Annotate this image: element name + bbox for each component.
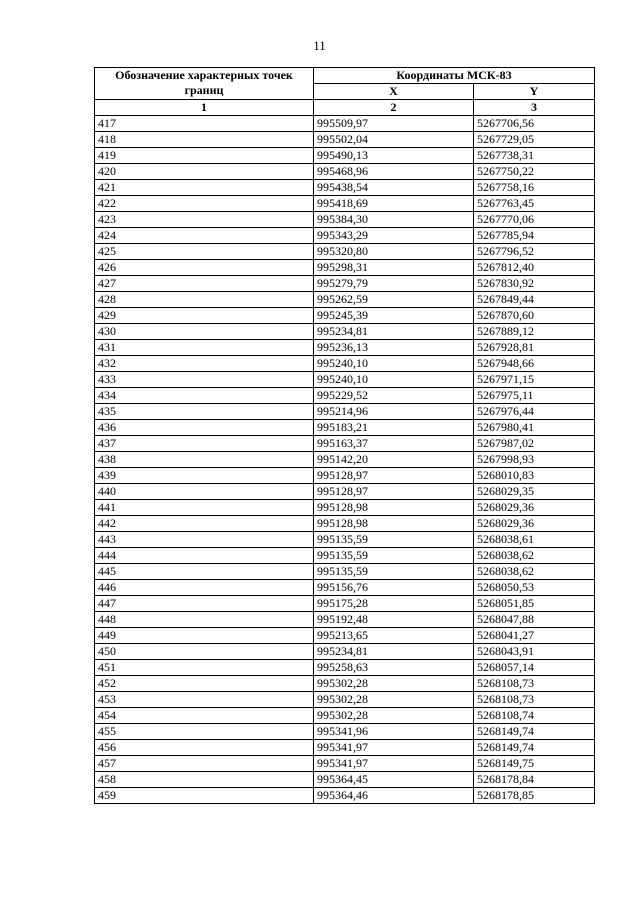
cell-y: 5268149,74 xyxy=(474,724,595,740)
table-row xyxy=(95,740,595,756)
cell-y: 5267770,06 xyxy=(474,212,595,228)
cell-point-id: 444 xyxy=(95,548,314,564)
table-body xyxy=(95,116,595,804)
table-row xyxy=(95,708,595,724)
cell-point-id: 452 xyxy=(95,676,314,692)
table-row xyxy=(95,788,595,804)
table-row xyxy=(95,388,595,404)
cell-point-id: 459 xyxy=(95,788,314,804)
table-row xyxy=(95,468,595,484)
cell-x: 995213,65 xyxy=(314,628,474,644)
cell-y: 5267971,15 xyxy=(474,372,595,388)
table-row xyxy=(95,196,595,212)
table-row xyxy=(95,612,595,628)
cell-point-id: 439 xyxy=(95,468,314,484)
table-row xyxy=(95,580,595,596)
cell-x: 995320,80 xyxy=(314,244,474,260)
cell-y: 5267750,22 xyxy=(474,164,595,180)
cell-point-id: 421 xyxy=(95,180,314,196)
cell-x: 995135,59 xyxy=(314,564,474,580)
cell-x: 995135,59 xyxy=(314,532,474,548)
table-header xyxy=(95,68,595,116)
cell-x: 995302,28 xyxy=(314,708,474,724)
table-row xyxy=(95,756,595,772)
cell-y: 5267998,93 xyxy=(474,452,595,468)
table-row xyxy=(95,324,595,340)
table-row xyxy=(95,516,595,532)
table-row xyxy=(95,596,595,612)
table-row xyxy=(95,772,595,788)
cell-x: 995343,29 xyxy=(314,228,474,244)
cell-x: 995302,28 xyxy=(314,692,474,708)
cell-point-id: 422 xyxy=(95,196,314,212)
table-row xyxy=(95,308,595,324)
cell-y: 5267870,60 xyxy=(474,308,595,324)
cell-y: 5267706,56 xyxy=(474,116,595,132)
cell-x: 995364,46 xyxy=(314,788,474,804)
header-num-3: 3 xyxy=(474,100,595,116)
cell-y: 5268043,91 xyxy=(474,644,595,660)
cell-x: 995183,21 xyxy=(314,420,474,436)
cell-x: 995229,52 xyxy=(314,388,474,404)
cell-x: 995234,81 xyxy=(314,644,474,660)
table-row xyxy=(95,132,595,148)
cell-x: 995438,54 xyxy=(314,180,474,196)
cell-point-id: 420 xyxy=(95,164,314,180)
table-row xyxy=(95,692,595,708)
cell-y: 5268178,84 xyxy=(474,772,595,788)
cell-y: 5268038,61 xyxy=(474,532,595,548)
cell-y: 5268178,85 xyxy=(474,788,595,804)
header-point-designation xyxy=(95,68,314,100)
cell-point-id: 447 xyxy=(95,596,314,612)
cell-x: 995156,76 xyxy=(314,580,474,596)
cell-point-id: 434 xyxy=(95,388,314,404)
table-row xyxy=(95,164,595,180)
cell-y: 5267812,40 xyxy=(474,260,595,276)
cell-y: 5267796,52 xyxy=(474,244,595,260)
cell-x: 995142,20 xyxy=(314,452,474,468)
header-num-1: 1 xyxy=(95,100,314,116)
header-row-1 xyxy=(95,68,595,84)
cell-x: 995163,37 xyxy=(314,436,474,452)
cell-x: 995258,63 xyxy=(314,660,474,676)
table-row xyxy=(95,244,595,260)
cell-point-id: 443 xyxy=(95,532,314,548)
table-row xyxy=(95,548,595,564)
cell-point-id: 428 xyxy=(95,292,314,308)
cell-x: 995384,30 xyxy=(314,212,474,228)
table-row xyxy=(95,644,595,660)
cell-point-id: 456 xyxy=(95,740,314,756)
cell-x: 995175,28 xyxy=(314,596,474,612)
table-row xyxy=(95,340,595,356)
cell-y: 5267738,31 xyxy=(474,148,595,164)
table-row xyxy=(95,564,595,580)
cell-x: 995509,97 xyxy=(314,116,474,132)
cell-y: 5267758,16 xyxy=(474,180,595,196)
header-point-designation-line1: Обозначение характерных точек xyxy=(115,68,293,82)
cell-x: 995298,31 xyxy=(314,260,474,276)
cell-point-id: 436 xyxy=(95,420,314,436)
cell-y: 5268047,88 xyxy=(474,612,595,628)
cell-point-id: 423 xyxy=(95,212,314,228)
cell-x: 995245,39 xyxy=(314,308,474,324)
cell-y: 5267976,44 xyxy=(474,404,595,420)
cell-y: 5268108,74 xyxy=(474,708,595,724)
cell-y: 5268108,73 xyxy=(474,676,595,692)
cell-point-id: 432 xyxy=(95,356,314,372)
table-row xyxy=(95,660,595,676)
cell-point-id: 449 xyxy=(95,628,314,644)
cell-y: 5268149,75 xyxy=(474,756,595,772)
cell-point-id: 454 xyxy=(95,708,314,724)
cell-x: 995502,04 xyxy=(314,132,474,148)
cell-x: 995341,96 xyxy=(314,724,474,740)
table-row xyxy=(95,484,595,500)
table-row xyxy=(95,116,595,132)
cell-y: 5268108,73 xyxy=(474,692,595,708)
cell-x: 995341,97 xyxy=(314,756,474,772)
cell-x: 995214,96 xyxy=(314,404,474,420)
cell-point-id: 450 xyxy=(95,644,314,660)
table-row xyxy=(95,276,595,292)
header-row-numbers xyxy=(95,100,595,116)
cell-y: 5268050,53 xyxy=(474,580,595,596)
cell-point-id: 417 xyxy=(95,116,314,132)
cell-point-id: 453 xyxy=(95,692,314,708)
cell-x: 995128,97 xyxy=(314,484,474,500)
cell-point-id: 433 xyxy=(95,372,314,388)
cell-x: 995192,48 xyxy=(314,612,474,628)
cell-y: 5267980,41 xyxy=(474,420,595,436)
cell-y: 5268041,27 xyxy=(474,628,595,644)
cell-point-id: 440 xyxy=(95,484,314,500)
cell-x: 995135,59 xyxy=(314,548,474,564)
cell-point-id: 451 xyxy=(95,660,314,676)
table-row xyxy=(95,532,595,548)
cell-y: 5267729,05 xyxy=(474,132,595,148)
header-point-designation-line2: границ xyxy=(184,83,224,97)
table-row xyxy=(95,228,595,244)
cell-point-id: 431 xyxy=(95,340,314,356)
table-row xyxy=(95,500,595,516)
cell-point-id: 448 xyxy=(95,612,314,628)
table-row xyxy=(95,436,595,452)
cell-y: 5268038,62 xyxy=(474,548,595,564)
coordinates-table xyxy=(94,67,595,804)
cell-y: 5267889,12 xyxy=(474,324,595,340)
cell-x: 995128,98 xyxy=(314,500,474,516)
header-y: Y xyxy=(474,84,595,100)
cell-y: 5267830,92 xyxy=(474,276,595,292)
cell-point-id: 438 xyxy=(95,452,314,468)
cell-y: 5268057,14 xyxy=(474,660,595,676)
cell-point-id: 435 xyxy=(95,404,314,420)
header-coordinates-title: Координаты МСК-83 xyxy=(314,68,595,84)
cell-y: 5267987,02 xyxy=(474,436,595,452)
cell-y: 5267785,94 xyxy=(474,228,595,244)
cell-point-id: 446 xyxy=(95,580,314,596)
cell-y: 5268010,83 xyxy=(474,468,595,484)
cell-point-id: 457 xyxy=(95,756,314,772)
cell-x: 995302,28 xyxy=(314,676,474,692)
table-row xyxy=(95,420,595,436)
table-row xyxy=(95,724,595,740)
table-row xyxy=(95,180,595,196)
cell-x: 995240,10 xyxy=(314,372,474,388)
cell-x: 995262,59 xyxy=(314,292,474,308)
cell-x: 995279,79 xyxy=(314,276,474,292)
cell-y: 5268149,74 xyxy=(474,740,595,756)
cell-y: 5267975,11 xyxy=(474,388,595,404)
table-row xyxy=(95,292,595,308)
cell-y: 5268029,35 xyxy=(474,484,595,500)
cell-point-id: 458 xyxy=(95,772,314,788)
cell-x: 995364,45 xyxy=(314,772,474,788)
cell-x: 995468,96 xyxy=(314,164,474,180)
cell-point-id: 426 xyxy=(95,260,314,276)
table-row xyxy=(95,372,595,388)
cell-y: 5267849,44 xyxy=(474,292,595,308)
cell-y: 5267763,45 xyxy=(474,196,595,212)
table-row xyxy=(95,452,595,468)
cell-point-id: 418 xyxy=(95,132,314,148)
cell-y: 5267948,66 xyxy=(474,356,595,372)
cell-point-id: 424 xyxy=(95,228,314,244)
cell-x: 995128,97 xyxy=(314,468,474,484)
cell-point-id: 419 xyxy=(95,148,314,164)
cell-y: 5268038,62 xyxy=(474,564,595,580)
cell-x: 995341,97 xyxy=(314,740,474,756)
cell-point-id: 427 xyxy=(95,276,314,292)
table-row xyxy=(95,148,595,164)
cell-x: 995128,98 xyxy=(314,516,474,532)
table-row xyxy=(95,404,595,420)
cell-y: 5267928,81 xyxy=(474,340,595,356)
cell-x: 995240,10 xyxy=(314,356,474,372)
cell-y: 5268051,85 xyxy=(474,596,595,612)
cell-point-id: 430 xyxy=(95,324,314,340)
cell-y: 5268029,36 xyxy=(474,500,595,516)
header-num-2: 2 xyxy=(314,100,474,116)
cell-point-id: 455 xyxy=(95,724,314,740)
cell-y: 5268029,36 xyxy=(474,516,595,532)
cell-x: 995234,81 xyxy=(314,324,474,340)
table-row xyxy=(95,260,595,276)
cell-x: 995236,13 xyxy=(314,340,474,356)
table-row xyxy=(95,628,595,644)
cell-x: 995418,69 xyxy=(314,196,474,212)
page-number: 11 xyxy=(313,38,326,53)
table-row xyxy=(95,212,595,228)
cell-point-id: 429 xyxy=(95,308,314,324)
cell-x: 995490,13 xyxy=(314,148,474,164)
table-row xyxy=(95,676,595,692)
header-x: X xyxy=(314,84,474,100)
cell-point-id: 442 xyxy=(95,516,314,532)
table-row xyxy=(95,356,595,372)
cell-point-id: 441 xyxy=(95,500,314,516)
cell-point-id: 425 xyxy=(95,244,314,260)
cell-point-id: 437 xyxy=(95,436,314,452)
cell-point-id: 445 xyxy=(95,564,314,580)
